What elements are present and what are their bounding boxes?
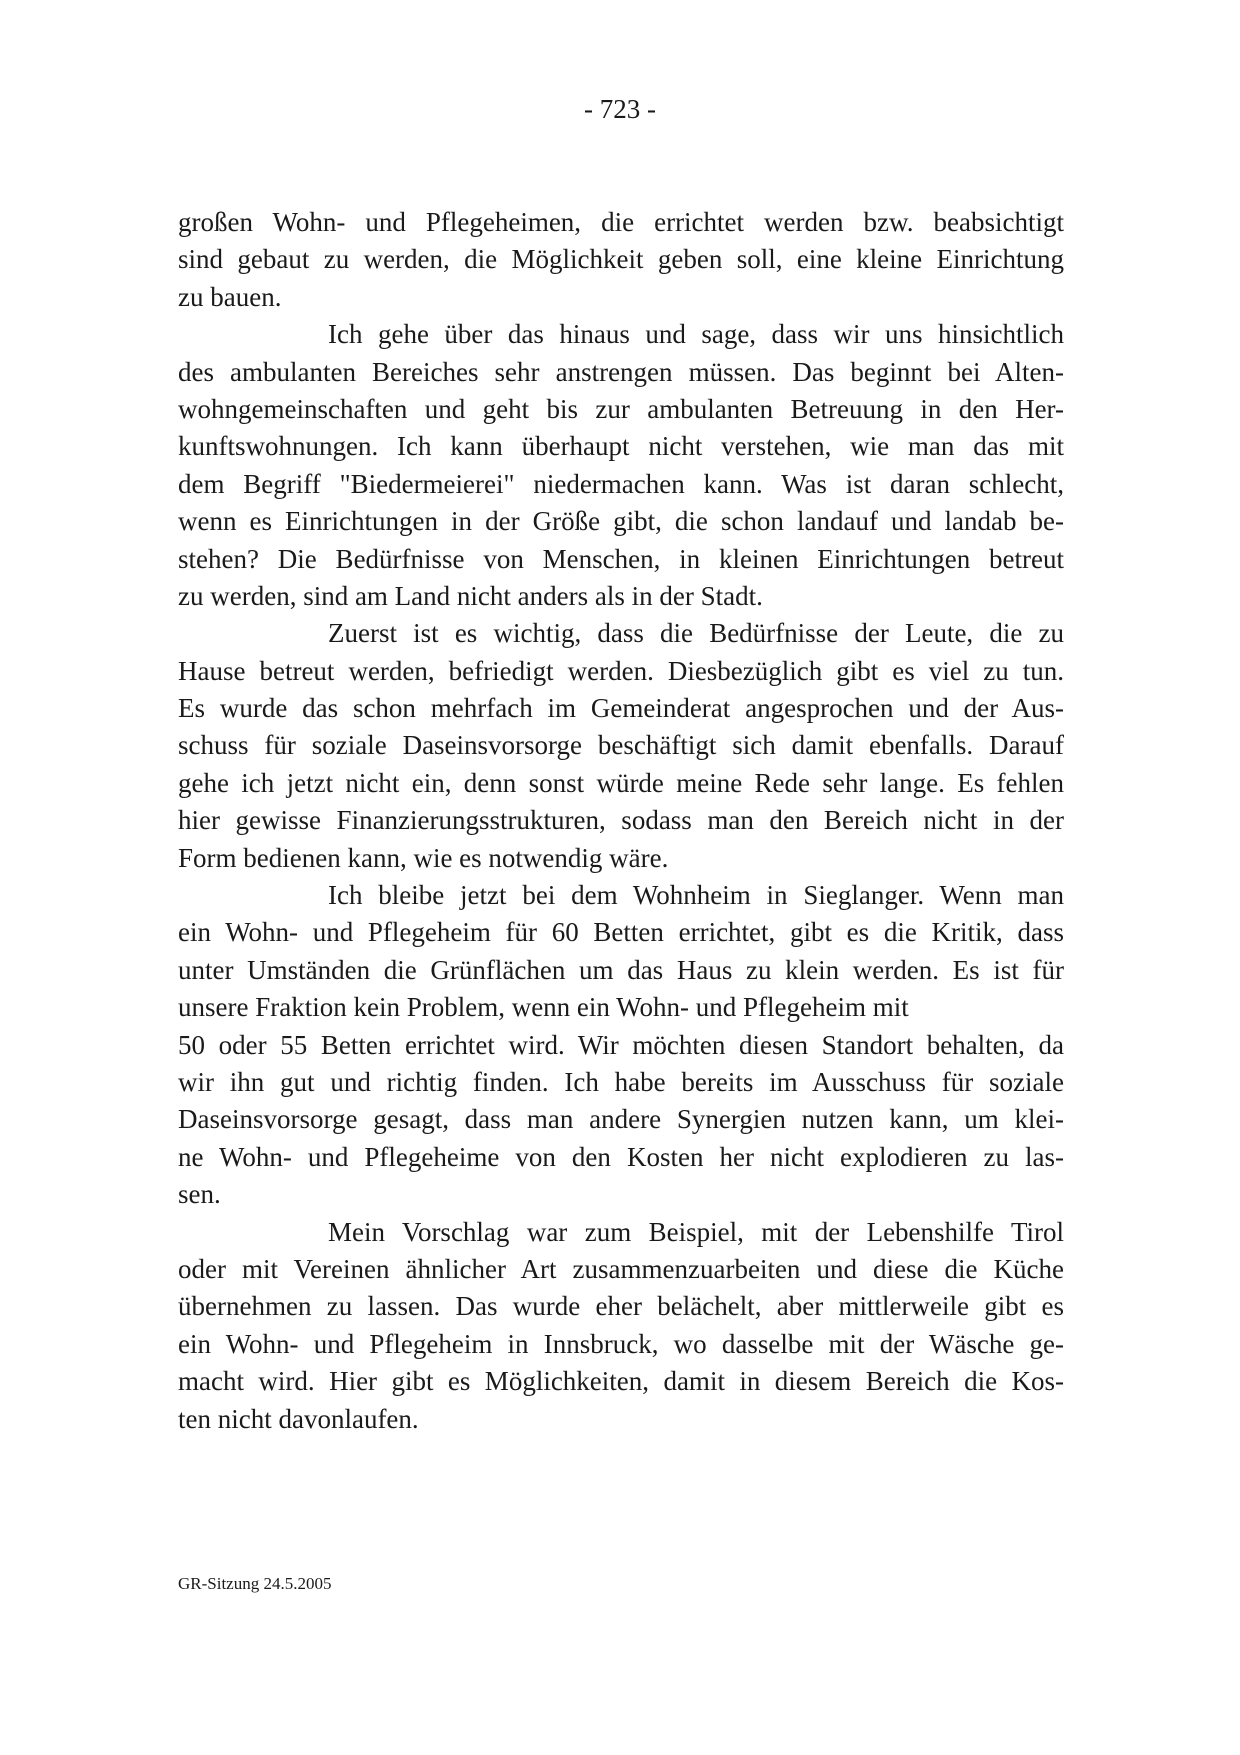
text-line: wohngemeinschaften und geht bis zur ambulanten Betreuung in den Her- (178, 393, 1064, 424)
text-line: großen Wohn- und Pflegeheimen, die errichtet werden bzw. beabsichtigt (178, 207, 1064, 237)
text-line: gehe ich jetzt nicht ein, denn sonst würde meine Rede sehr lange. Es fehlen (178, 767, 1064, 798)
text-line: zu bauen. (178, 281, 282, 312)
text-line: Ich gehe über das hinaus und sage, dass wir uns hinsichtlich (328, 319, 1064, 350)
page-number: - 723 - (584, 94, 656, 124)
text-line: 50 oder 55 Betten errichtet wird. Wir möchten diesen Standort behalten, da (178, 1029, 1064, 1060)
text-line: hier gewisse Finanzierungsstrukturen, sodass man den Bereich nicht in der (178, 805, 1064, 836)
text-line: Form bedienen kann, wie es notwendig wäre. (178, 842, 669, 873)
text-line: schuss für soziale Daseinsvorsorge beschäftigt sich damit ebenfalls. Darauf (178, 730, 1064, 761)
text-line: kunftswohnungen. Ich kann überhaupt nicht verstehen, wie man das mit (178, 431, 1064, 462)
text-line: macht wird. Hier gibt es Möglichkeiten, damit in diesem Bereich die Kos- (178, 1366, 1064, 1397)
text-line: ein Wohn- und Pflegeheim für 60 Betten errichtet, gibt es die Kritik, dass (178, 917, 1064, 948)
text-line: Hause betreut werden, befriedigt werden. Diesbezüglich gibt es viel zu tun. (178, 655, 1064, 686)
text-line: dem Begriff "Biedermeierei" niedermachen kann. Was ist daran schlecht, (178, 468, 1064, 499)
text-line: Daseinsvorsorge gesagt, dass man andere Synergien nutzen kann, um klei- (178, 1104, 1064, 1135)
text-line: Mein Vorschlag war zum Beispiel, mit der Lebenshilfe Tirol (328, 1216, 1064, 1247)
body-text (178, 204, 1064, 1438)
text-line: unsere Fraktion kein Problem, wenn ein Wohn- und Pflegeheim mit (178, 992, 909, 1023)
text-line: wir ihn gut und richtig finden. Ich habe bereits im Ausschuss für soziale (178, 1066, 1064, 1097)
text-line: ten nicht davonlaufen. (178, 1403, 419, 1434)
text-line: Es wurde das schon mehrfach im Gemeinderat angesprochen und der Aus- (178, 693, 1064, 724)
text-line: sind gebaut zu werden, die Möglichkeit geben soll, eine kleine Einrichtung (178, 244, 1064, 275)
text-line: ne Wohn- und Pflegeheime von den Kosten her nicht explodieren zu las- (178, 1141, 1064, 1172)
text-line: wenn es Einrichtungen in der Größe gibt, die schon landauf und landab be- (178, 506, 1064, 537)
text-line: ein Wohn- und Pflegeheim in Innsbruck, wo dasselbe mit der Wäsche ge- (178, 1328, 1064, 1359)
text-line: Ich bleibe jetzt bei dem Wohnheim in Sieglanger. Wenn man (328, 880, 1064, 911)
footer-session-date: GR-Sitzung 24.5.2005 (178, 1574, 332, 1593)
text-line: übernehmen zu lassen. Das wurde eher belächelt, aber mittlerweile gibt es (178, 1291, 1064, 1322)
text-line: oder mit Vereinen ähnlicher Art zusammenzuarbeiten und diese die Küche (178, 1253, 1064, 1284)
text-line: Zuerst ist es wichtig, dass die Bedürfnisse der Leute, die zu (328, 618, 1064, 649)
text-line: des ambulanten Bereiches sehr anstrengen müssen. Das beginnt bei Alten- (178, 356, 1064, 387)
text-line: stehen? Die Bedürfnisse von Menschen, in kleinen Einrichtungen betreut (178, 543, 1064, 574)
text-line: zu werden, sind am Land nicht anders als in der Stadt. (178, 580, 763, 611)
text-line: sen. (178, 1179, 221, 1210)
text-line: unter Umständen die Grünflächen um das Haus zu klein werden. Es ist für (178, 954, 1064, 985)
